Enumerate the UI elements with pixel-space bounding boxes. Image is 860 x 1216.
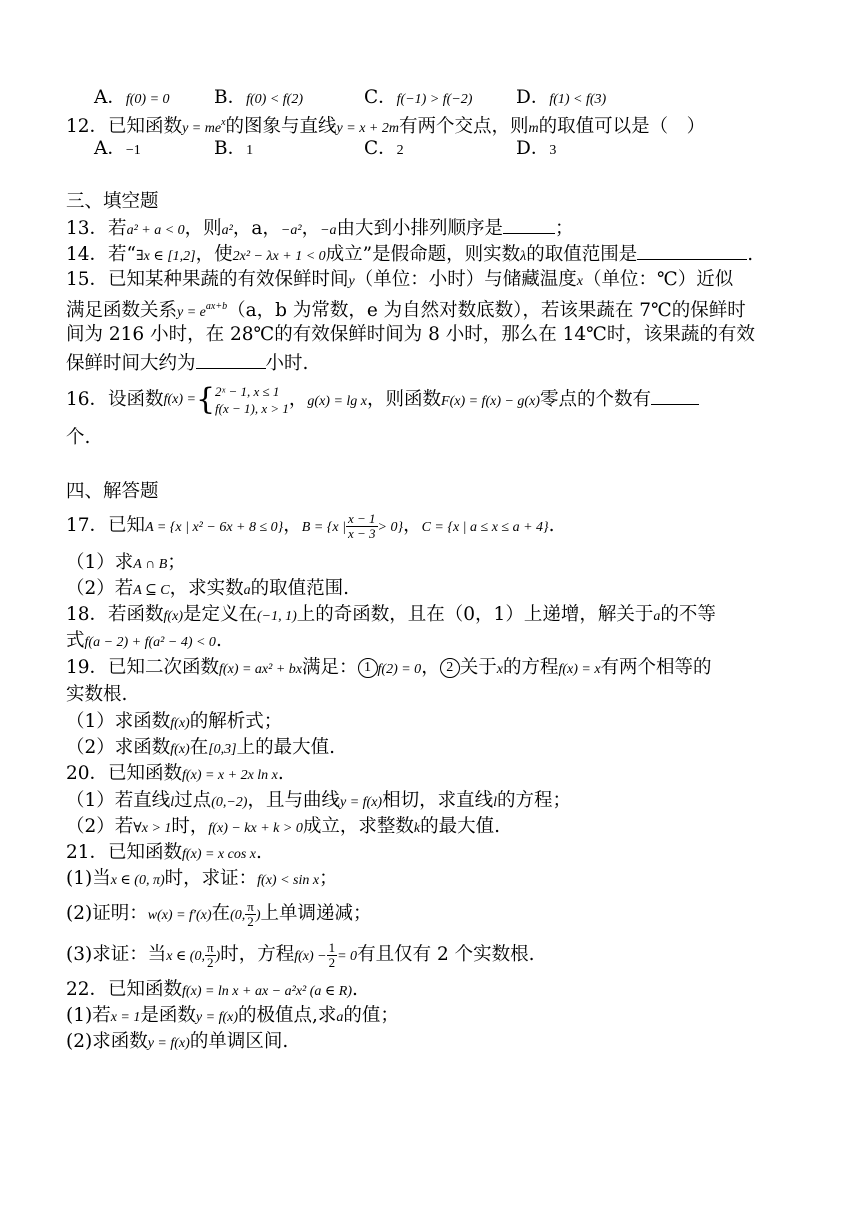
q20-part-2: （2）若∀x > 1时，f(x) − kx + k > 0成立，求整数k的最大值. bbox=[66, 816, 500, 837]
q11-option-b: B．f(0) < f(2) bbox=[214, 87, 303, 108]
section-4-title: 四、解答题 bbox=[66, 481, 159, 502]
q22-part-2: (2)求函数y = f(x)的单调区间. bbox=[66, 1031, 289, 1052]
q21-p2-fraction: $\frac{\pi}{2}$ bbox=[247, 898, 254, 929]
question-16-tail: 个. bbox=[66, 427, 91, 448]
question-21: 21．已知函数f(x) = x cos x. bbox=[66, 842, 262, 863]
question-13: 13．若a² + a < 0，则a²，a，−a²，−a由大到小排列顺序是 ； bbox=[66, 215, 574, 243]
circled-number-1: 1 bbox=[358, 658, 378, 678]
q12-options bbox=[94, 137, 556, 163]
q12-option-b: B．1 bbox=[214, 138, 254, 159]
q13-answer-blank[interactable] bbox=[503, 215, 555, 234]
q12-option-a: A．−1 bbox=[94, 138, 141, 159]
question-22: 22．已知函数f(x) = ln x + ax − a²x² (a ∈ R). bbox=[66, 979, 358, 1000]
question-12: 12．已知函数$y = me^x$的图象与直线y = x + 2m有两个交点，则m的取值可以是（ ） bbox=[66, 116, 706, 138]
question-19-line-2: 实数根. bbox=[66, 684, 128, 705]
question-18-line-2: 式f(a − 2) + f(a² − 4) < 0. bbox=[66, 630, 222, 651]
question-15-line-4: 保鲜时间大约为 小时. bbox=[66, 350, 308, 376]
q14-answer-blank[interactable] bbox=[637, 241, 747, 260]
question-19-line-1: 19．已知二次函数f(x) = ax² + bx满足： 1 f(2) = 0， 2 关于x的方程f(x) = x有两个相等的 bbox=[66, 657, 712, 678]
section-3-title: 三、填空题 bbox=[66, 191, 159, 212]
q15-answer-blank[interactable] bbox=[196, 350, 266, 369]
q21-p3-interval-fraction: $\frac{\pi}{2}$ bbox=[206, 939, 214, 970]
q11-options bbox=[94, 86, 606, 112]
q11-option-d: D．f(1) < f(3) bbox=[516, 87, 607, 108]
q21-part-2: (2)证明：w(x) = f′(x)在(0, $\frac{\pi}{2}$ )上单调递减； bbox=[66, 898, 372, 929]
question-15-line-2: 满足函数关系$y = e^{ax+b}(a$，b 为常数，e 为自然对数底数），若该果蔬在 7℃的保鲜时 bbox=[66, 300, 746, 322]
q11-option-c: C．f(−1) > f(−2) bbox=[364, 87, 473, 108]
q16-piecewise: 2ˣ − 1, x ≤ 1 f(x − 1), x > 1 bbox=[215, 384, 289, 416]
question-17: 17．已知A = {x | x² − 6x + 8 ≤ 0}，B = {x | $\frac{x - 1}{x - 3}$ > 0}，C = {x | a ≤ x ≤ a + 4}. bbox=[66, 510, 555, 541]
q21-p3-half-fraction: $\frac{1}{2}$ bbox=[328, 939, 336, 970]
q19-part-2: （2）求函数f(x)在[0,3]上的最大值. bbox=[66, 737, 336, 758]
q17-setB-fraction: $\frac{x - 1}{x - 3}$ bbox=[347, 510, 376, 541]
q17-part-2: （2）若A ⊆ C，求实数a的取值范围. bbox=[66, 578, 350, 599]
question-15-line-3: 间为 216 小时，在 28℃的有效保鲜时间为 8 小时，那么在 14℃时，该果蔬的有效 bbox=[66, 324, 755, 345]
q19-part-1: （1）求函数f(x)的解析式； bbox=[66, 711, 283, 732]
circled-number-2: 2 bbox=[440, 658, 460, 678]
question-16: 16．设函数f(x) ={ 2ˣ − 1, x ≤ 1 f(x − 1), x > 1 ，g(x) = lg x，则函数F(x) = f(x) − g(x)零点的个数有 bbox=[66, 380, 699, 420]
q17-part-1: （1）求A ∩ B； bbox=[66, 552, 186, 573]
question-15-line-1: 15．已知某种果蔬的有效保鲜时间y（单位：小时）与储藏温度x（单位：℃）近似 bbox=[66, 269, 734, 290]
q12-option-c: C．2 bbox=[364, 138, 404, 159]
q21-part-3: (3)求证：当x ∈ (0, $\frac{\pi}{2}$ )时，方程f(x) − $\frac{1}{2}$ = 0有且仅有 2 个实数根. bbox=[66, 939, 535, 970]
q22-part-1: (1)若x = 1是函数y = f(x)的极值点,求a的值； bbox=[66, 1005, 399, 1026]
q21-part-1: (1)当x ∈ (0, π)时，求证：f(x) < sin x； bbox=[66, 868, 338, 889]
question-20: 20．已知函数f(x) = x + 2x ln x. bbox=[66, 763, 284, 784]
q11-option-a: A．f(0) = 0 bbox=[94, 87, 170, 108]
question-18-line-1: 18．若函数f(x)是定义在(−1, 1)上的奇函数，且在（0，1）上递增，解关于a的不等 bbox=[66, 604, 716, 625]
question-14: 14．若“∃x ∈ [1,2]，使2x² − λx + 1 < 0成立”是假命题，则实数λ的取值范围是 . bbox=[66, 241, 753, 269]
q12-option-d: D．3 bbox=[516, 138, 557, 159]
q16-answer-blank[interactable] bbox=[651, 386, 699, 405]
q20-part-1: （1）若直线l过点(0,−2)，且与曲线y = f(x)相切，求直线l的方程； bbox=[66, 790, 571, 811]
